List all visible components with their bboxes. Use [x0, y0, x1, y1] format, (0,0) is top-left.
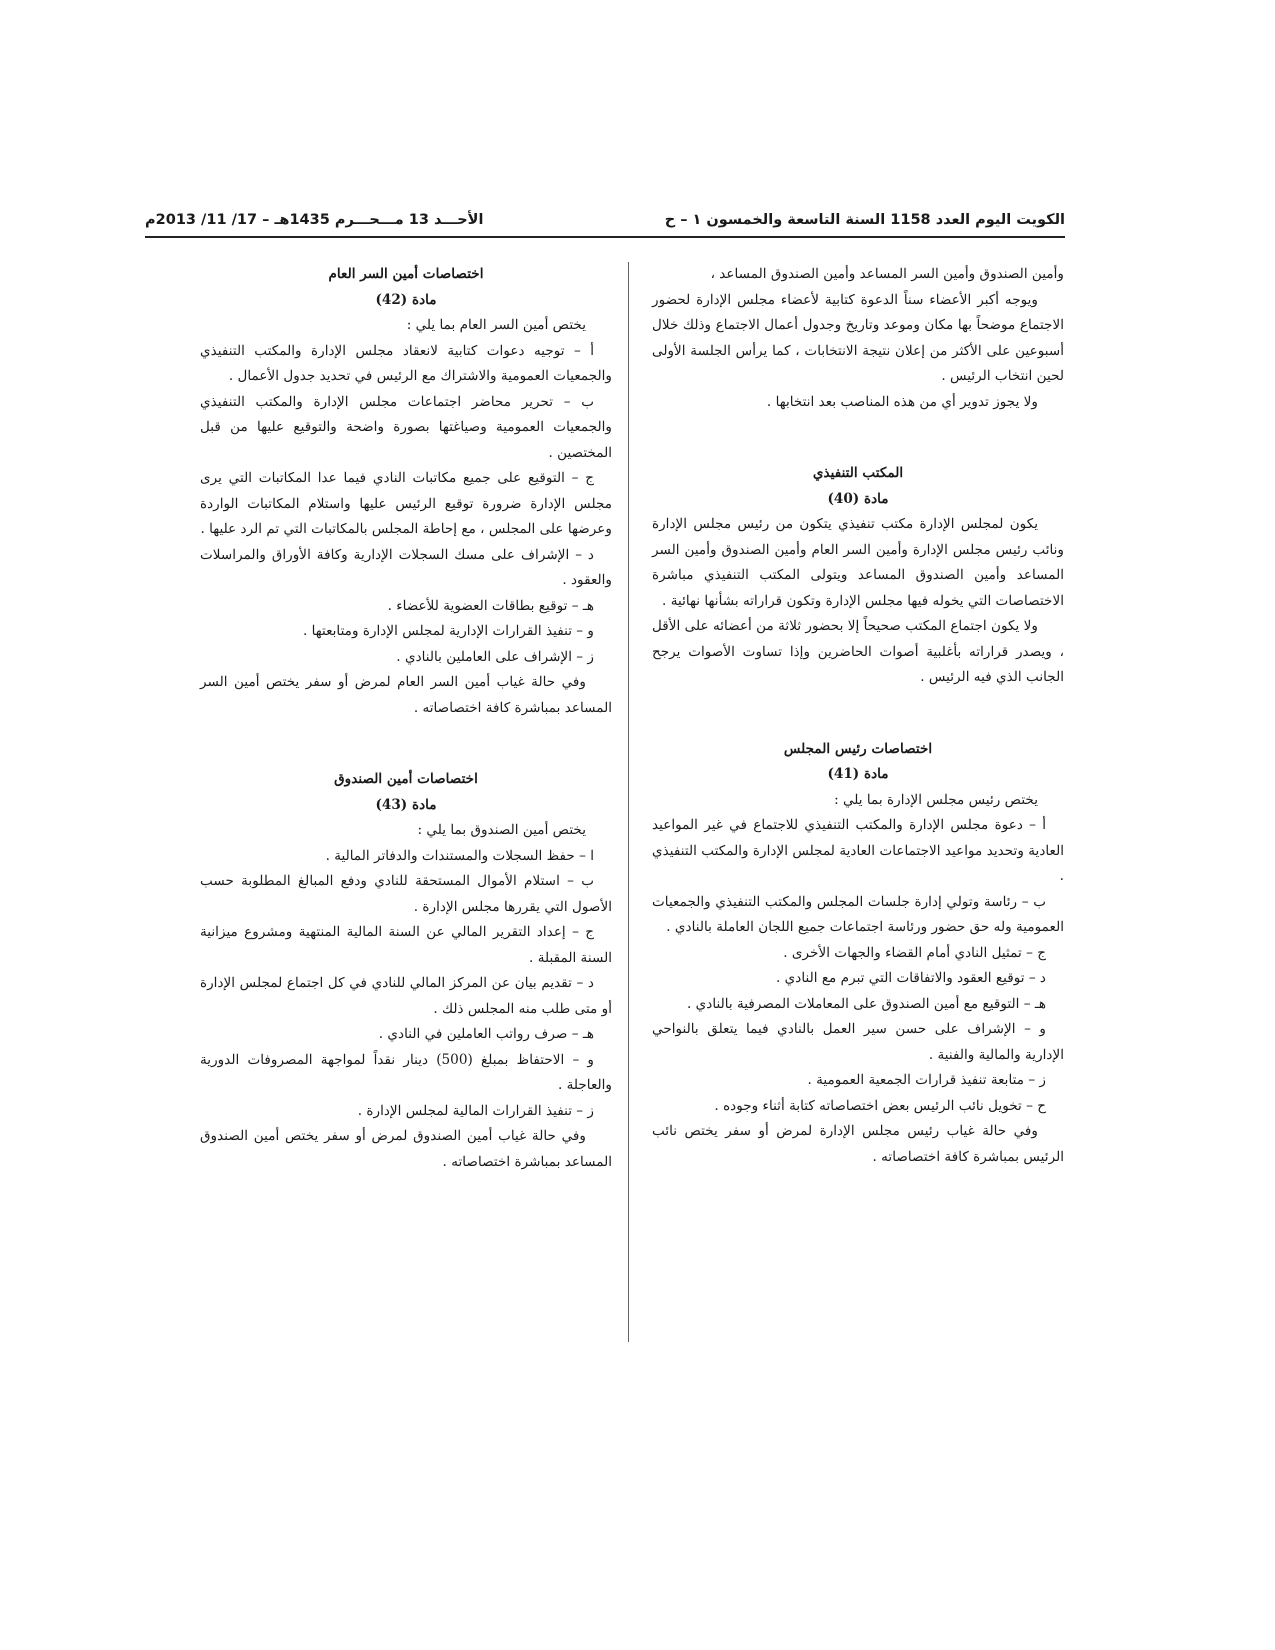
paragraph: وفي حالة غياب أمين السر العام لمرض أو سفر يختص أمين السر المساعد بمباشرة كافة اختصاصاته . [200, 674, 612, 716]
paragraph: ولا يكون اجتماع المكتب صحيحاً إلا بحضور ثلاثة من أعضائه على الأقل ، ويصدر قراراته بأغلبية أصوات الحاضرين وإذا تساوت الأصوات يرجح الجانب الذي فيه الرئيس . [652, 618, 1064, 685]
list-item: أ – توجيه دعوات كتابية لانعقاد مجلس الإدارة والمكتب التنفيذي والجمعيات العمومية والاشتراك مع الرئيس في تحديد جدول الأعمال . [200, 342, 612, 384]
list-item: د – تقديم بيان عن المركز المالي للنادي في كل اجتماع لمجلس الإدارة أو متى طلب منه المجلس ذلك . [200, 975, 612, 1017]
list-item: ب – استلام الأموال المستحقة للنادي ودفع المبالغ المطلوبة حسب الأصول التي يقررها مجلس الإدارة . [200, 873, 612, 915]
list-item: ح – تخويل نائب الرئيس بعض اختصاصاته كتابة أثناء وجوده . [714, 1097, 1046, 1114]
paragraph: يختص أمين الصندوق بما يلي : [417, 822, 586, 838]
column-divider [628, 262, 629, 1342]
list-item: ا – حفظ السجلات والمستندات والدفاتر المالية . [325, 847, 594, 864]
list-item: ز – الإشراف على العاملين بالنادي . [396, 648, 594, 665]
section-heading: اختصاصات أمين السر العام [328, 266, 484, 282]
list-item: ج – التوقيع على جميع مكاتبات النادي فيما عدا المكاتبات التي يرى مجلس الإدارة ضرورة توقيع الرئيس عليها واستلام المكاتبات الواردة وعرضها على المجلس ، مع إحاطة المجلس بالمكاتبات التي تم الرد عليها . [200, 470, 612, 537]
list-item: د – توقيع العقود والاتفاقات التي تبرم مع النادي . [776, 970, 1046, 986]
paragraph: ويوجه أكبر الأعضاء سناً الدعوة كتابية لأعضاء مجلس الإدارة لحضور الاجتماع موضحاً بها مكان وموعد وتاريخ وجدول أعمال الاجتماع وذلك خلال أسبوعين على الأكثر من إعلان نتيجة الانتخابات ، كما يرأس الجلسة الأولى لحين انتخاب الرئيس . [652, 291, 1064, 384]
left-column [200, 262, 612, 1175]
list-item: ز – متابعة تنفيذ قرارات الجمعية العمومية . [807, 1072, 1046, 1088]
article-number: مادة (42) [375, 291, 437, 308]
list-item: ب – تحرير محاضر اجتماعات مجلس الإدارة والمكتب التنفيذي والجمعيات العمومية وصياغتها بصورة واضحة والتوقيع عليها من قبل المختصين . [200, 393, 612, 461]
list-item: و – الإشراف على حسن سير العمل بالنادي فيما يتعلق بالنواحي الإدارية والمالية والفنية . [652, 1021, 1064, 1063]
article-number: مادة (43) [375, 796, 437, 813]
article-number: مادة (40) [827, 490, 889, 507]
header-date: الأحـــد 13 مـــحـــرم 1435هـ – 17/ 11/ 2013م [145, 212, 484, 228]
list-item: و – تنفيذ القرارات الإدارية لمجلس الإدارة ومتابعتها . [302, 623, 594, 639]
list-item: ز – تنفيذ القرارات المالية لمجلس الإدارة . [357, 1102, 594, 1119]
list-item: ج – تمثيل النادي أمام القضاء والجهات الأخرى . [783, 944, 1046, 961]
list-item: هـ – التوقيع مع أمين الصندوق على المعاملات المصرفية بالنادي . [686, 995, 1046, 1012]
list-item: أ – دعوة مجلس الإدارة والمكتب التنفيذي للاجتماع في غير المواعيد العادية وتحديد مواعيد الاجتماعات العادية لمجلس الإدارة والمكتب التنفيذي . [652, 817, 1064, 884]
right-column [652, 262, 1064, 1170]
paragraph: وفي حالة غياب أمين الصندوق لمرض أو سفر يختص أمين الصندوق المساعد بمباشرة اختصاصاته . [200, 1128, 612, 1170]
list-item: ب – رئاسة وتولي إدارة جلسات المجلس والمكتب التنفيذي والجمعيات العمومية وله حق حضور ورئاسة اجتماعات جميع اللجان العاملة بالنادي . [652, 893, 1064, 935]
section-heading: اختصاصات رئيس المجلس [783, 740, 933, 757]
list-item: د – الإشراف على مسك السجلات الإدارية وكافة الأوراق والمراسلات والعقود . [200, 546, 612, 588]
section-heading: المكتب التنفيذي [812, 465, 904, 481]
list-item: ج – إعداد التقرير المالي عن السنة المالية المنتهية ومشروع ميزانية السنة المقبلة . [200, 924, 612, 966]
paragraph: ولا يجوز تدوير أي من هذه المناصب بعد انتخابها . [766, 393, 1038, 410]
paragraph: يختص أمين السر العام بما يلي : [406, 317, 586, 333]
list-item: و – الاحتفاظ بمبلغ (500) دينار نقداً لمواجهة المصروفات الدورية والعاجلة . [200, 1051, 612, 1093]
list-item: هـ – صرف رواتب العاملين في النادي . [378, 1026, 594, 1042]
list-item: هـ – توقيع بطاقات العضوية للأعضاء . [387, 597, 594, 614]
paragraph: يختص رئيس مجلس الإدارة بما يلي : [834, 791, 1038, 808]
header-rule [145, 236, 1065, 238]
section-heading: اختصاصات أمين الصندوق [334, 771, 478, 787]
paragraph: يكون لمجلس الإدارة مكتب تنفيذي يتكون من رئيس مجلس الإدارة ونائب رئيس مجلس الإدارة وأمين السر العام وأمين الصندوق وأمين السر المساعد وأمين الصندوق المساعد ويتولى المكتب التنفيذي مباشرة الاختصاصات التي يخوله فيها مجلس الإدارة وتكون قراراته بشأنها نهائية . [652, 516, 1064, 609]
page-header [145, 208, 1065, 236]
article-number: مادة (41) [827, 766, 889, 782]
header-publication-info: الكويت اليوم العدد 1158 السنة التاسعة والخمسون ١ – ح [664, 212, 1065, 228]
paragraph: وفي حالة غياب رئيس مجلس الإدارة لمرض أو سفر يختص نائب الرئيس بمباشرة كافة اختصاصاته . [652, 1123, 1064, 1165]
paragraph: وأمين الصندوق وأمين السر المساعد وأمين الصندوق المساعد ، [710, 266, 1064, 282]
